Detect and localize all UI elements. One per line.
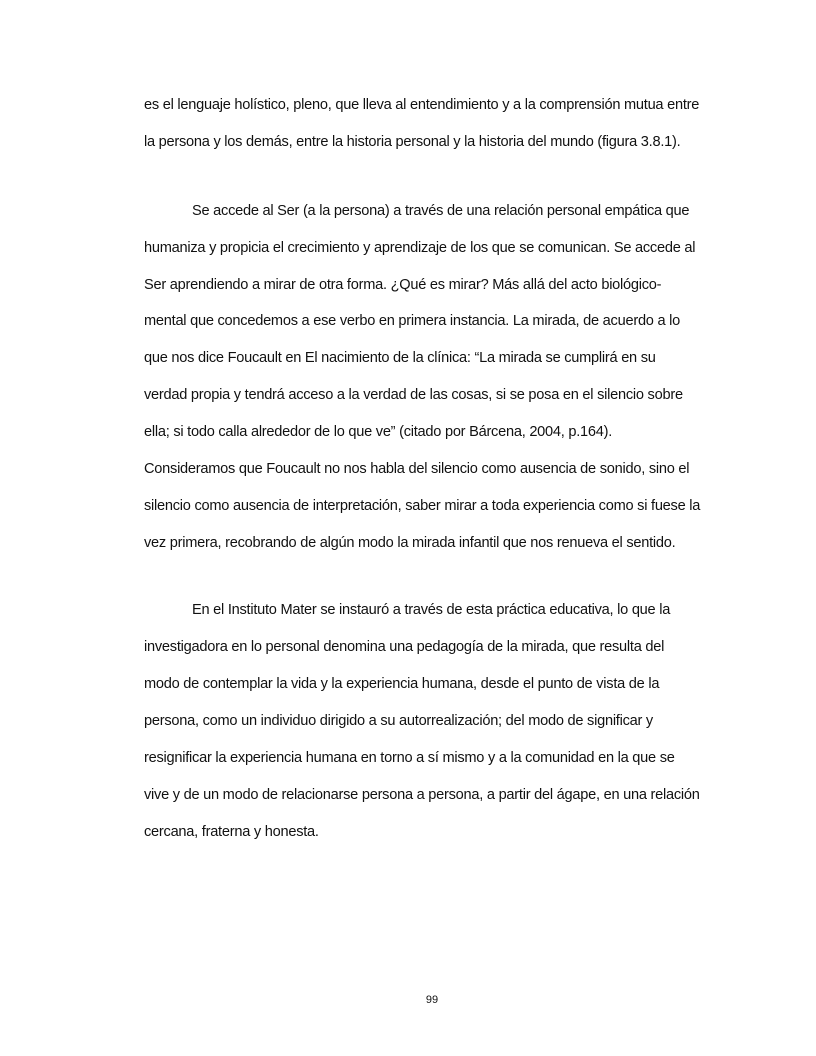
page-number: 99 (425, 994, 439, 1006)
paragraph-2-line-1: Se accede al Ser (a la persona) a través de una relación personal empática que (192, 203, 690, 219)
paragraph-3-line-2: investigadora en lo personal denomina una pedagogía de la mirada, que resulta del (144, 639, 665, 655)
paragraph-3-line-5: resignificar la experiencia humana en torno a sí mismo y a la comunidad en la que se (144, 750, 675, 766)
paragraph-2-line-9: silencio como ausencia de interpretación, saber mirar a toda experiencia como si fuese la (144, 498, 701, 514)
paragraph-2-line-7: ella; si todo calla alrededor de lo que ve” (citado por Bárcena, 2004, p.164). (144, 424, 613, 440)
paragraph-2-line-5: que nos dice Foucault en El nacimiento de la clínica: “La mirada se cumplirá en su (144, 350, 656, 366)
paragraph-1-line-1: es el lenguaje holístico, pleno, que lleva al entendimiento y a la comprensión mutua entre (144, 97, 700, 113)
paragraph-3-line-6: vive y de un modo de relacionarse persona a persona, a partir del ágape, en una relación (144, 787, 700, 803)
paragraph-1-line-2: la persona y los demás, entre la historia personal y la historia del mundo (figura 3.8.1). (144, 134, 681, 150)
paragraph-2-line-8: Consideramos que Foucault no nos habla del silencio como ausencia de sonido, sino el (144, 461, 690, 477)
paragraph-3-line-4: persona, como un individuo dirigido a su autorrealización; del modo de significar y (144, 713, 653, 729)
paragraph-2-line-4: mental que concedemos a ese verbo en primera instancia. La mirada, de acuerdo a lo (144, 313, 681, 329)
paragraph-3-line-3: modo de contemplar la vida y la experiencia humana, desde el punto de vista de la (144, 676, 660, 692)
paragraph-3-line-7: cercana, fraterna y honesta. (144, 824, 319, 840)
paragraph-2-line-6: verdad propia y tendrá acceso a la verdad de las cosas, si se posa en el silencio sobre (144, 387, 683, 403)
paragraph-3-line-1: En el Instituto Mater se instauró a través de esta práctica educativa, lo que la (192, 602, 671, 618)
paragraph-2-line-3: Ser aprendiendo a mirar de otra forma. ¿Qué es mirar? Más allá del acto biológico- (144, 277, 662, 293)
paragraph-2-line-10: vez primera, recobrando de algún modo la mirada infantil que nos renueva el sentido. (144, 535, 676, 551)
paragraph-2-line-2: humaniza y propicia el crecimiento y aprendizaje de los que se comunican. Se accede al (144, 240, 696, 256)
